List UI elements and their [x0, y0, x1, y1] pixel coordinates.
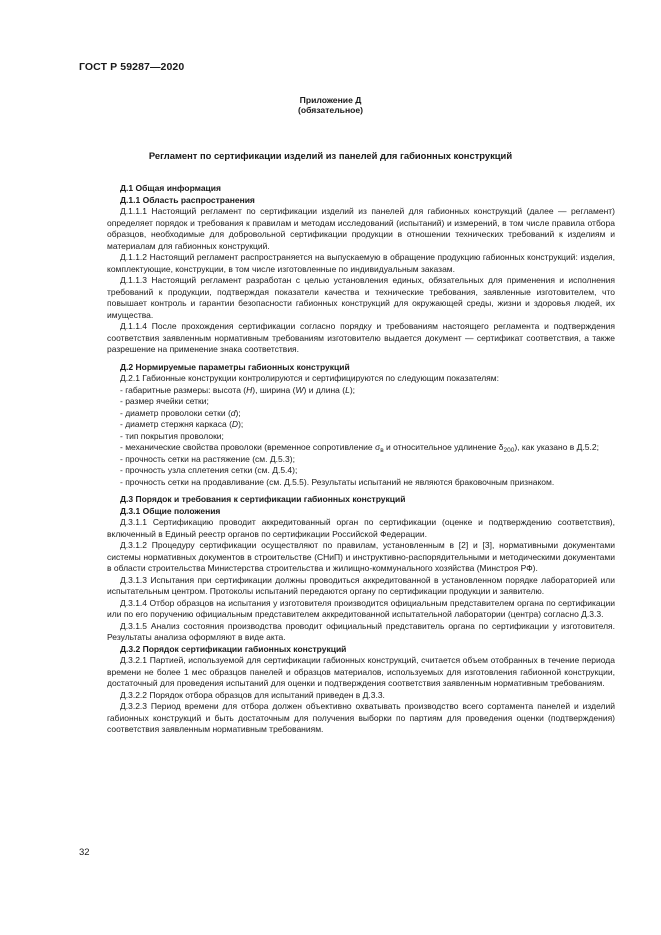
list-item: - прочность сетки на растяжение (см. Д.5.3);	[120, 453, 295, 464]
paragraph: Д.1.1.1 Настоящий регламент по сертификации изделий из панелей для габионных конструкций (далее — регламент) определяет порядок и требования к правилам и методам исследований (испытаний) и измерений, в том числе правила отбора образцов, необходимые для добровольной сертификации продукции в отношении технических требований к изделиям и материалам для габионных конструкций.	[107, 206, 615, 251]
page-number: 32	[79, 847, 90, 858]
list-item: - тип покрытия проволоки;	[120, 430, 224, 441]
paragraph: Д.3.2.1 Партией, используемой для сертификации габионных конструкций, считается объем отобранных в течение периода времени не более 1 мес образцов панелей и образцов материалов, используемых для изготовления габионной конструкции, достаточный для проведения испытаний для оценки и подтверждения соответствия заявленным нормативным требованиям.	[107, 655, 615, 688]
list-item: - прочность узла сплетения сетки (см. Д.5.4);	[120, 465, 298, 475]
subsection-heading: Д.3.2 Порядок сертификации габионных конструкций	[120, 643, 347, 654]
subsection-heading: Д.3.1 Общие положения	[120, 505, 221, 516]
paragraph: Д.2.1 Габионные конструкции контролируются и сертифицируются по следующим показателям:	[120, 373, 499, 383]
paragraph: Д.3.1.2 Процедуру сертификации осуществляют по правилам, установленным в [2] и [3], нормативными документами системы нормативных документов в строительстве (СНиП) и инструктивно-распорядительными и методическими документами в области строительства Министерства строительства и жилищно-коммунального хозяйства (Минстроя РФ).	[107, 540, 615, 573]
regulation-title: Регламент по сертификации изделий из панелей для габионных конструкций	[148, 150, 513, 161]
section-heading: Д.1 Общая информация	[120, 183, 221, 193]
list-item: - габаритные размеры: высота (H), ширина (W) и длина (L);	[120, 384, 356, 395]
paragraph: Д.3.1.5 Анализ состояния производства проводит официальный представитель органа по сертификации у изготовителя. Результаты анализа оформляют в виде акта.	[107, 620, 615, 642]
section-heading: Д.3 Порядок и требования к сертификации габионных конструкций	[120, 494, 406, 504]
paragraph: Д.3.1.1 Сертификацию проводит аккредитованный орган по сертификации (оценке и подтверждению соответствия), включенный в Единый реестр органов по сертификации Российской Федерации.	[107, 517, 615, 539]
list-item: - диаметр проволоки сетки (d);	[120, 407, 241, 418]
paragraph: Д.3.2.2 Порядок отбора образцов для испытаний приведен в Д.3.3.	[120, 689, 385, 700]
paragraph: Д.3.1.3 Испытания при сертификации должны проводиться аккредитованной в установленном порядке лабораторией или испытательным центром. Протоколы испытаний передаются органу по сертификации продукции и заявителю.	[107, 574, 615, 596]
list-item: - диаметр стержня каркаса (D);	[120, 419, 244, 429]
list-item: - прочность сетки на продавливание (см. Д.5.5). Результаты испытаний не являются браковочным признаком.	[120, 476, 555, 487]
subsection-heading: Д.1.1 Область распространения	[120, 194, 255, 205]
paragraph: Д.3.1.4 Отбор образцов на испытания у изготовителя производится официальным представителем органа по сертификации или по его поручению официальным представителем аккредитованной испытательной лаборатории (центра) согласно Д.3.3.	[107, 597, 615, 619]
paragraph: Д.1.1.3 Настоящий регламент разработан с целью установления единых, обязательных для применения и исполнения требований к продукции, подтверждая показатели качества и технические требования, заявленные изготовителем, что повышает контроль и гарантии безопасности габионных конструкций для окружающей среды, жизни и здоровья людей, их имущества.	[107, 275, 615, 320]
appendix-status: (обязательное)	[297, 105, 364, 115]
section-heading: Д.2 Нормируемые параметры габионных конструкций	[120, 361, 350, 372]
appendix-label: Приложение Д	[299, 95, 362, 105]
document-body	[107, 183, 615, 736]
paragraph: Д.1.1.2 Настоящий регламент распространяется на выпускаемую в обращение продукцию габионных конструкций: изделия, комплектующие, конструкции, в том числе изготовленные по индивидуальным заказам.	[107, 252, 615, 274]
list-item: - размер ячейки сетки;	[120, 396, 209, 406]
paragraph: Д.3.2.3 Период времени для отбора должен объективно охватывать производство всего сортамента панелей и изделий габионных конструкций и быть достаточным для получения выборки по партиям для проведения оценки (подтверждения) соответствия заявленным нормативным требованиям.	[107, 701, 615, 734]
paragraph: Д.1.1.4 После прохождения сертификации согласно порядку и требованиям настоящего регламента и подтверждения соответствия заявленным нормативным требованиям изготовителю выдается документ — сертификат соответствия, а также разрешение на применение знака соответствия.	[107, 321, 615, 354]
document-code: ГОСТ Р 59287—2020	[79, 61, 185, 73]
list-item: - механические свойства проволоки (временное сопротивление $\sigma_в$ и относительное удлинение $\delta_{200}$), как указано в Д.5.2;	[120, 442, 599, 454]
